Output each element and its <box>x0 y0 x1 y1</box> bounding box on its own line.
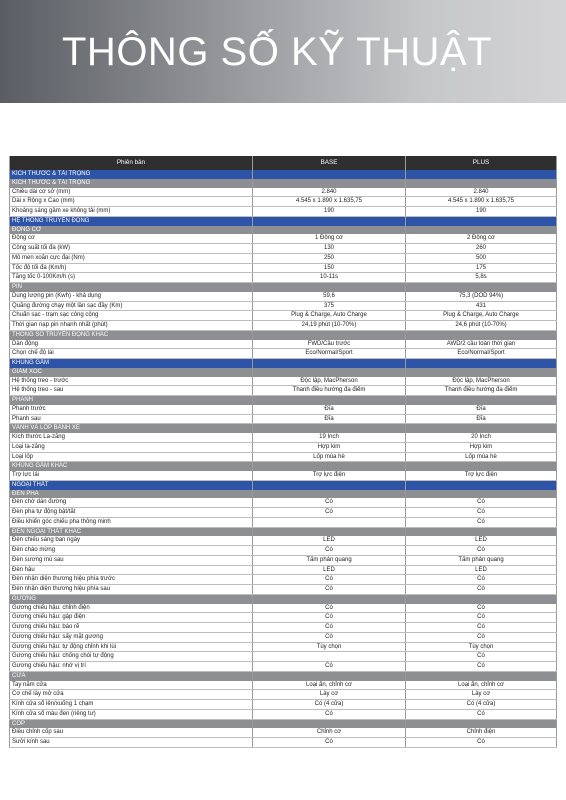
table-row <box>9 340 557 350</box>
table-row <box>9 244 557 254</box>
header-base: BASE <box>252 156 405 170</box>
spec-label: Gương chiếu hậu: gập điện <box>9 613 252 622</box>
base-value: 19 Inch <box>252 433 405 442</box>
table-row <box>9 273 557 283</box>
table-body <box>9 170 557 748</box>
spec-label: HỆ THỐNG TRUYỀN ĐỘNG <box>9 217 252 226</box>
table-row <box>9 690 557 700</box>
base-value <box>252 396 405 405</box>
base-value: Có <box>252 575 405 584</box>
plus-value: Có <box>405 623 557 632</box>
base-value: Có <box>252 738 405 747</box>
spec-label: Đèn chào mừng <box>9 546 252 555</box>
table-row <box>9 710 557 720</box>
spec-label: Sưởi kính sau <box>9 738 252 747</box>
plus-value: Đĩa <box>405 415 557 424</box>
plus-value: Có <box>405 508 557 517</box>
table-row <box>9 652 557 662</box>
subsection-row <box>9 462 557 471</box>
spec-label: Dung lượng pin (Kwh) - khả dụng <box>9 292 252 301</box>
base-value <box>252 283 405 292</box>
spec-label: Công suất tối đa (kW) <box>9 244 252 253</box>
base-value: 4.545 x 1.890 x 1.635,75 <box>252 197 405 206</box>
spec-label: CỬA <box>9 672 252 681</box>
base-value <box>252 672 405 681</box>
table-row <box>9 415 557 425</box>
table-row <box>9 681 557 691</box>
base-value: Thanh điều hướng đa điểm <box>252 386 405 395</box>
plus-value <box>405 720 557 729</box>
base-value: 375 <box>252 302 405 311</box>
table-row <box>9 234 557 244</box>
page-title: THÔNG SỐ KỸ THUẬT <box>62 30 493 74</box>
spec-label: Tay nắm cửa <box>9 681 252 690</box>
base-value: Có <box>252 633 405 642</box>
table-row <box>9 536 557 546</box>
base-value <box>252 170 405 179</box>
table-row <box>9 556 557 566</box>
spec-label: Mô men xoắn cực đại (Nm) <box>9 254 252 263</box>
plus-value: Loại ẩn, chỉnh cơ <box>405 681 557 690</box>
spec-label: Đèn sương mù sau <box>9 556 252 565</box>
subsection-row <box>9 424 557 433</box>
spec-label: Gương chiếu hậu: sấy mặt gương <box>9 633 252 642</box>
spec-label: Phanh sau <box>9 415 252 424</box>
spec-label: Gương chiếu hậu: chỉnh điện <box>9 604 252 613</box>
section-row <box>9 481 557 490</box>
base-value <box>252 226 405 235</box>
base-value <box>252 462 405 471</box>
spec-label: Đèn nhận diện thương hiệu phía sau <box>9 585 252 594</box>
plus-value: Trợ lực điện <box>405 471 557 480</box>
base-value <box>252 481 405 490</box>
spec-label: Quãng đường chạy một lần sạc đầy (Km) <box>9 302 252 311</box>
base-value: Đĩa <box>252 415 405 424</box>
table-row <box>9 585 557 595</box>
subsection-row <box>9 226 557 235</box>
plus-value: 500 <box>405 254 557 263</box>
spec-label: KHUNG GẦM <box>9 359 252 368</box>
spec-label: ĐÈN NGOẠI THẤT KHÁC <box>9 528 252 537</box>
base-value: 59,6 <box>252 292 405 301</box>
subsection-row <box>9 396 557 405</box>
spec-label: Gương chiếu hậu: chống chói tự động <box>9 652 252 661</box>
base-value: Tấm phản quang <box>252 556 405 565</box>
table-row <box>9 575 557 585</box>
table-row <box>9 349 557 359</box>
base-value: Có <box>252 613 405 622</box>
table-row <box>9 613 557 623</box>
base-value: 2.840 <box>252 188 405 197</box>
subsection-row <box>9 528 557 537</box>
plus-value <box>405 595 557 604</box>
table-row <box>9 321 557 331</box>
plus-value: Eco/Normal/Sport <box>405 349 557 358</box>
plus-value: Độc lập, MacPherson <box>405 377 557 386</box>
table-row <box>9 302 557 312</box>
plus-value: 5,8s <box>405 273 557 282</box>
base-value <box>252 518 405 527</box>
plus-value: Có <box>405 498 557 507</box>
plus-value: 431 <box>405 302 557 311</box>
plus-value: Có <box>405 662 557 671</box>
base-value: Độc lập, MacPherson <box>252 377 405 386</box>
table-row <box>9 643 557 653</box>
plus-value: Lốp mùa hè <box>405 453 557 462</box>
spec-label: Động cơ <box>9 234 252 243</box>
table-row <box>9 207 557 217</box>
spec-label: Đèn chiếu sáng ban ngày <box>9 536 252 545</box>
plus-value <box>405 462 557 471</box>
plus-value: Chỉnh điện <box>405 728 557 737</box>
spec-label: ĐỘNG CƠ <box>9 226 252 235</box>
plus-value <box>405 368 557 377</box>
plus-value: Thanh điều hướng đa điểm <box>405 386 557 395</box>
table-row <box>9 728 557 738</box>
base-value: Đĩa <box>252 405 405 414</box>
base-value: Loại ẩn, chỉnh cơ <box>252 681 405 690</box>
spec-label: GIẢM XÓC <box>9 368 252 377</box>
table-row <box>9 188 557 198</box>
table-row <box>9 546 557 556</box>
base-value: LED <box>252 536 405 545</box>
spec-label: Chuẩn sạc - trạm sạc công cộng <box>9 311 252 320</box>
spec-label: KÍCH THƯỚC & TẢI TRỌNG <box>9 170 252 179</box>
plus-value: Có <box>405 633 557 642</box>
subsection-row <box>9 720 557 729</box>
plus-value: 20 Inch <box>405 433 557 442</box>
spec-label: Phanh trước <box>9 405 252 414</box>
table-row <box>9 498 557 508</box>
base-value: Có <box>252 623 405 632</box>
plus-value <box>405 217 557 226</box>
spec-table <box>9 156 557 748</box>
table-row <box>9 508 557 518</box>
table-row <box>9 471 557 481</box>
spec-label: THÔNG SỐ TRUYỀN ĐỘNG KHÁC <box>9 331 252 340</box>
table-row <box>9 405 557 415</box>
plus-value: Có <box>405 604 557 613</box>
subsection-row <box>9 368 557 377</box>
base-value: Eco/Normal/Sport <box>252 349 405 358</box>
plus-value <box>405 283 557 292</box>
spec-label: PIN <box>9 283 252 292</box>
plus-value: Có <box>405 546 557 555</box>
plus-value <box>405 179 557 188</box>
spec-label: Chiều dài cơ sở (mm) <box>9 188 252 197</box>
spec-label: KHUNG GẦM KHÁC <box>9 462 252 471</box>
spec-label: Gương chiếu hậu: báo rẽ <box>9 623 252 632</box>
spec-label: Hệ thống treo - sau <box>9 386 252 395</box>
table-row <box>9 443 557 453</box>
table-row <box>9 700 557 710</box>
plus-value: Có <box>405 652 557 661</box>
plus-value: Có <box>405 518 557 527</box>
spec-label: Loại la-zăng <box>9 443 252 452</box>
plus-value: 4.545 x 1.890 x 1.635,75 <box>405 197 557 206</box>
base-value: Chỉnh cơ <box>252 728 405 737</box>
plus-value: LED <box>405 536 557 545</box>
plus-value: LED <box>405 566 557 575</box>
base-value: 130 <box>252 244 405 253</box>
base-value <box>252 359 405 368</box>
spec-label: Kính cửa sổ lên/xuống 1 chạm <box>9 700 252 709</box>
base-value: FWD/Cầu trước <box>252 340 405 349</box>
base-value: 190 <box>252 207 405 216</box>
base-value <box>252 424 405 433</box>
section-row <box>9 217 557 226</box>
spec-label: Kích thước La-zăng <box>9 433 252 442</box>
spec-label: CỐP <box>9 720 252 729</box>
base-value <box>252 528 405 537</box>
plus-value: Có <box>405 575 557 584</box>
base-value: Có <box>252 498 405 507</box>
table-row <box>9 662 557 672</box>
spec-label: Chọn chế độ lái <box>9 349 252 358</box>
spec-label: GƯƠNG <box>9 595 252 604</box>
table-row <box>9 623 557 633</box>
table-row <box>9 264 557 274</box>
spec-label: KÍCH THƯỚC & TẢI TRỌNG <box>9 179 252 188</box>
table-header <box>9 156 557 170</box>
base-value: Có <box>252 546 405 555</box>
title-banner <box>0 0 566 103</box>
base-value <box>252 720 405 729</box>
plus-value <box>405 528 557 537</box>
spec-label: Gương chiếu hậu: tự động chỉnh khi lùi <box>9 643 252 652</box>
spec-label: ĐÈN PHA <box>9 490 252 499</box>
base-value: Có <box>252 662 405 671</box>
base-value: Lẫy cơ <box>252 690 405 699</box>
spec-label: Trợ lực lái <box>9 471 252 480</box>
plus-value <box>405 170 557 179</box>
subsection-row <box>9 595 557 604</box>
spec-label: Tăng tốc 0-100Km/h (s) <box>9 273 252 282</box>
table-row <box>9 518 557 528</box>
spec-label: Cơ chế lẫy mở cửa <box>9 690 252 699</box>
base-value: 1 Động cơ <box>252 234 405 243</box>
spec-label: Điều chỉnh cốp sau <box>9 728 252 737</box>
header-version: Phiên bản <box>9 156 252 170</box>
table-row <box>9 386 557 396</box>
table-row <box>9 311 557 321</box>
subsection-row <box>9 672 557 681</box>
header-plus: PLUS <box>405 156 557 170</box>
plus-value: 190 <box>405 207 557 216</box>
spec-label: Đèn nhận diện thương hiệu phía trước <box>9 575 252 584</box>
plus-value <box>405 424 557 433</box>
table-row <box>9 604 557 614</box>
plus-value: AWD/2 cầu toàn thời gian <box>405 340 557 349</box>
table-row <box>9 633 557 643</box>
base-value: Có <box>252 585 405 594</box>
spec-label: Thời gian nạp pin nhanh nhất (phút) <box>9 321 252 330</box>
spec-label: Gương chiếu hậu: nhớ vị trí <box>9 662 252 671</box>
base-value: 24,19 phút (10-70%) <box>252 321 405 330</box>
spec-label: Đèn chờ dẫn đường <box>9 498 252 507</box>
spec-label: Khoảng sáng gầm xe không tải (mm) <box>9 207 252 216</box>
subsection-row <box>9 283 557 292</box>
plus-value: Tùy chọn <box>405 643 557 652</box>
base-value <box>252 217 405 226</box>
table-row <box>9 292 557 302</box>
plus-value: 2.840 <box>405 188 557 197</box>
plus-value: Có <box>405 710 557 719</box>
plus-value: Tấm phản quang <box>405 556 557 565</box>
table-row <box>9 566 557 576</box>
table-row <box>9 433 557 443</box>
plus-value <box>405 672 557 681</box>
table-row <box>9 197 557 207</box>
table-row <box>9 254 557 264</box>
subsection-row <box>9 179 557 188</box>
table-row <box>9 377 557 387</box>
base-value: 10-11s <box>252 273 405 282</box>
section-row <box>9 359 557 368</box>
spec-label: Loại lốp <box>9 453 252 462</box>
plus-value: 2 Động cơ <box>405 234 557 243</box>
plus-value: Có <box>405 613 557 622</box>
spec-label: VÀNH VÀ LỐP BÁNH XE <box>9 424 252 433</box>
plus-value: 175 <box>405 264 557 273</box>
plus-value <box>405 359 557 368</box>
spec-label: NGOẠI THẤT <box>9 481 252 490</box>
base-value: Hợp kim <box>252 443 405 452</box>
table-row <box>9 453 557 463</box>
plus-value: Có <box>405 585 557 594</box>
plus-value: Có (4 cửa) <box>405 700 557 709</box>
spec-label: Dài x Rộng x Cao (mm) <box>9 197 252 206</box>
base-value: 250 <box>252 254 405 263</box>
plus-value: 75,3 (DOD 94%) <box>405 292 557 301</box>
base-value <box>252 179 405 188</box>
base-value <box>252 652 405 661</box>
plus-value: Đĩa <box>405 405 557 414</box>
base-value: Tùy chọn <box>252 643 405 652</box>
subsection-row <box>9 490 557 499</box>
spec-label: Điều khiển góc chiếu pha thông minh <box>9 518 252 527</box>
base-value <box>252 595 405 604</box>
base-value: Plug & Charge, Auto Charge <box>252 311 405 320</box>
plus-value <box>405 331 557 340</box>
base-value: Có <box>252 604 405 613</box>
base-value <box>252 490 405 499</box>
spec-label: Hệ thống treo - trước <box>9 377 252 386</box>
base-value: LED <box>252 566 405 575</box>
spec-label: PHANH <box>9 396 252 405</box>
spec-label: Đèn pha tự động bật/tắt <box>9 508 252 517</box>
base-value: Có <box>252 508 405 517</box>
plus-value: 24,6 phút (10-70%) <box>405 321 557 330</box>
plus-value: 260 <box>405 244 557 253</box>
plus-value <box>405 226 557 235</box>
base-value: Có (4 cửa) <box>252 700 405 709</box>
plus-value <box>405 490 557 499</box>
plus-value <box>405 396 557 405</box>
spec-label: Kính cửa sổ màu đen (riêng tư) <box>9 710 252 719</box>
base-value: 150 <box>252 264 405 273</box>
plus-value <box>405 481 557 490</box>
base-value <box>252 331 405 340</box>
spec-label: Đèn hậu <box>9 566 252 575</box>
base-value <box>252 368 405 377</box>
spec-label: Dẫn động <box>9 340 252 349</box>
plus-value: Có <box>405 738 557 747</box>
section-row <box>9 170 557 179</box>
plus-value: Lẫy cơ <box>405 690 557 699</box>
subsection-row <box>9 331 557 340</box>
plus-value: Plug & Charge, Auto Charge <box>405 311 557 320</box>
base-value: Lốp mùa hè <box>252 453 405 462</box>
table-row <box>9 738 557 748</box>
base-value: Trợ lực điện <box>252 471 405 480</box>
base-value: Có <box>252 710 405 719</box>
plus-value: Hợp kim <box>405 443 557 452</box>
spec-label: Tốc độ tối đa (Km/h) <box>9 264 252 273</box>
